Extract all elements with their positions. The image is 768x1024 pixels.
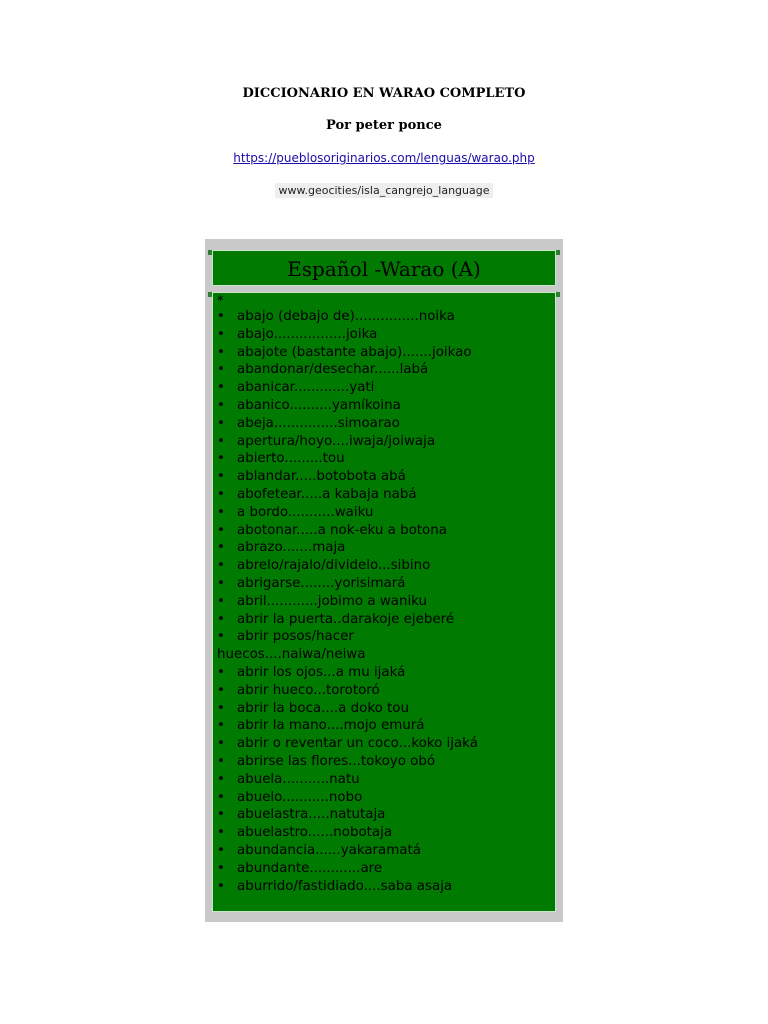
entry-text: apertura/hoyo....iwaja/joiwaja [237, 433, 436, 449]
bullet-icon: • [217, 629, 225, 645]
document-author: Por peter ponce [326, 118, 442, 133]
entry-list [217, 308, 555, 895]
bullet-icon: • [217, 362, 225, 378]
entry-text: abanicar.............yati [237, 380, 375, 396]
dictionary-entry [217, 450, 555, 468]
dictionary-entry [217, 344, 555, 362]
list-marker: * [217, 294, 224, 309]
bullet-icon: • [217, 451, 225, 467]
entry-text: abuelo...........nobo [237, 789, 363, 805]
dictionary-entry [217, 789, 555, 807]
dictionary-entry [217, 433, 555, 451]
dictionary-entry [217, 717, 555, 735]
entry-text: abrir posos/hacer [237, 629, 354, 645]
entry-text: ablandar.....botobota abá [237, 469, 406, 485]
bullet-icon: • [217, 825, 225, 841]
dictionary-entry [217, 593, 555, 611]
bullet-icon: • [217, 789, 225, 805]
entry-text: a bordo...........waiku [237, 504, 374, 520]
entry-text: abuelastro......nobotaja [237, 825, 393, 841]
dictionary-entry [217, 806, 555, 824]
bullet-icon: • [217, 486, 225, 502]
document-title: DICCIONARIO EN WARAO COMPLETO [242, 86, 526, 101]
entry-text: abuela...........natu [237, 771, 360, 787]
dictionary-entry [217, 682, 555, 700]
bullet-icon: • [217, 309, 225, 324]
bullet-icon: • [217, 575, 225, 591]
bullet-icon: • [217, 558, 225, 574]
dictionary-entry [217, 771, 555, 789]
dictionary-header [212, 250, 556, 286]
entry-text: abrir o reventar un coco...koko ijaká [237, 736, 478, 752]
dictionary-entry [217, 468, 555, 486]
entry-text: abandonar/desechar......labá [237, 362, 429, 378]
entry-text: abierto.........tou [237, 451, 345, 467]
dictionary-entry [217, 753, 555, 771]
dictionary-entry [217, 361, 555, 379]
bullet-icon: • [217, 842, 225, 858]
entry-text: abrir la puerta..darakoje ejeberé [237, 611, 455, 627]
bullet-icon: • [217, 718, 225, 734]
entry-text: abril............jobimo a waniku [237, 593, 428, 609]
entry-text: aburrido/fastidiado....saba asaja [237, 878, 453, 894]
dictionary-entry [217, 842, 555, 860]
entry-text: abrir la boca....a doko tou [237, 700, 409, 716]
entry-text: abrirse las flores...tokoyo obó [237, 753, 436, 769]
dictionary-entry [217, 575, 555, 593]
dictionary-entry [217, 397, 555, 415]
bullet-icon: • [217, 522, 225, 538]
entry-text: abotonar.....a nok-eku a botona [237, 522, 447, 538]
bullet-icon: • [217, 344, 225, 360]
entry-text: abundante............are [237, 860, 383, 876]
source-link[interactable] [0, 151, 768, 165]
entry-continuation: huecos....naiwa/neiwa [217, 647, 366, 663]
dictionary-entry [217, 486, 555, 504]
bullet-icon: • [217, 326, 225, 342]
dictionary-entry [217, 735, 555, 753]
dictionary-entry [217, 628, 555, 646]
bullet-icon: • [217, 611, 225, 627]
entry-text: abrir hueco...torotoró [237, 682, 380, 698]
alt-url-container [0, 179, 768, 198]
bullet-icon: • [217, 469, 225, 485]
alt-url: www.geocities/isla_cangrejo_language [275, 183, 492, 198]
bullet-icon: • [217, 540, 225, 556]
entry-text: abanico..........yamíkoina [237, 397, 401, 413]
bullet-icon: • [217, 807, 225, 823]
dictionary-entry [217, 860, 555, 878]
bullet-icon: • [217, 878, 225, 894]
dictionary-entry [217, 379, 555, 397]
entry-text: abrelo/rajalo/dividelo...sibino [237, 558, 431, 574]
dictionary-entry [217, 504, 555, 522]
dictionary-body [212, 292, 556, 912]
dictionary-entry [217, 522, 555, 540]
dictionary-entry [217, 611, 555, 629]
bullet-icon: • [217, 860, 225, 876]
dictionary-entry [217, 308, 555, 326]
bullet-icon: • [217, 380, 225, 396]
entry-text: abrigarse........yorisimará [237, 575, 406, 591]
dictionary-entry [217, 824, 555, 842]
bullet-icon: • [217, 664, 225, 680]
bullet-icon: • [217, 682, 225, 698]
dictionary-entry [217, 326, 555, 344]
entry-text: abrir los ojos...a mu ijaká [237, 664, 406, 680]
entry-text: abofetear.....a kabaja nabá [237, 486, 417, 502]
dictionary-entry [217, 415, 555, 433]
bullet-icon: • [217, 700, 225, 716]
entry-text: abrazo.......maja [237, 540, 346, 556]
source-link-anchor[interactable]: https://pueblosoriginarios.com/lenguas/warao.php [233, 151, 535, 165]
bullet-icon: • [217, 415, 225, 431]
entry-text: abajo.................joika [237, 326, 378, 342]
bullet-icon: • [217, 771, 225, 787]
bullet-icon: • [217, 593, 225, 609]
bullet-icon: • [217, 433, 225, 449]
entry-text: abrir la mano....mojo emurá [237, 718, 425, 734]
dictionary-entry [217, 878, 555, 896]
entry-text: abundancia......yakaramatá [237, 842, 421, 858]
entry-text: abajo (debajo de)...............noika [237, 309, 455, 324]
entry-text: abajote (bastante abajo).......joikao [237, 344, 472, 360]
bullet-icon: • [217, 504, 225, 520]
entry-text: abuelastra.....natutaja [237, 807, 386, 823]
bullet-icon: • [217, 736, 225, 752]
dictionary-entry [217, 664, 555, 682]
dictionary-entry [217, 539, 555, 557]
bullet-icon: • [217, 753, 225, 769]
bullet-icon: • [217, 397, 225, 413]
dictionary-entry [217, 557, 555, 575]
dictionary-header-title: Español -Warao (A) [287, 257, 481, 281]
entry-text: abeja...............simoarao [237, 415, 400, 431]
dictionary-entry [217, 700, 555, 718]
